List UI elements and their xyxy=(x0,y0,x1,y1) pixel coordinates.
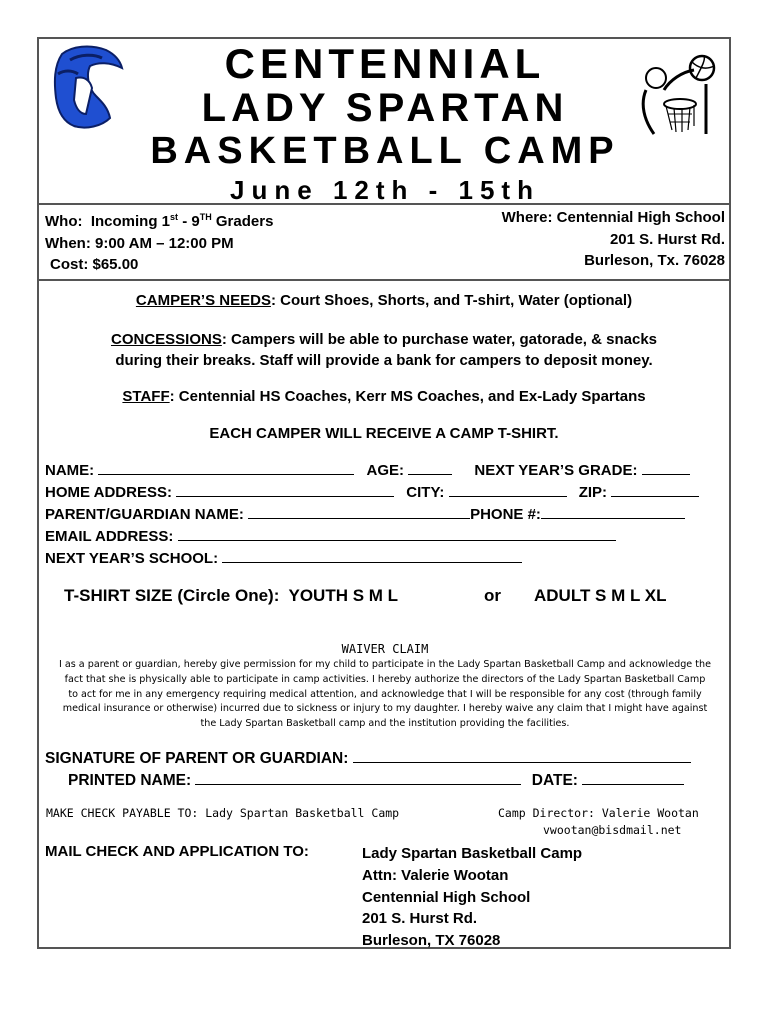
youth-sizes[interactable]: YOUTH S M L xyxy=(288,586,399,605)
city-field[interactable] xyxy=(449,482,567,497)
mail-label: MAIL CHECK AND APPLICATION TO: xyxy=(45,843,309,860)
title-line-1: CENTENNIAL xyxy=(224,40,546,87)
email-field[interactable] xyxy=(178,526,616,541)
camp-dates: June 12th - 15th xyxy=(230,175,540,205)
address-line-1: 201 S. Hurst Rd. xyxy=(609,230,725,248)
parent-row: PARENT/GUARDIAN NAME: PHONE #: xyxy=(45,504,685,523)
check-payable: MAKE CHECK PAYABLE TO: Lady Spartan Basketball Camp xyxy=(46,806,400,820)
signature-field[interactable] xyxy=(353,748,691,763)
printed-name-field[interactable] xyxy=(195,770,521,785)
title-line-2: LADY SPARTAN xyxy=(201,86,569,130)
date-field[interactable] xyxy=(582,770,684,785)
home-address-field[interactable] xyxy=(176,482,394,497)
address-line-2: Burleson, Tx. 76028 xyxy=(584,252,725,269)
director-email: vwootan@bisdmail.net xyxy=(543,823,682,837)
camp-info-left xyxy=(45,207,273,276)
zip-field[interactable] xyxy=(611,482,699,497)
camp-director: Camp Director: Valerie Wootan xyxy=(498,806,699,820)
title-line-3: BASKETBALL CAMP xyxy=(150,130,620,172)
name-field[interactable] xyxy=(98,460,354,475)
who-line: Who: Incoming 1st - 9TH Graders xyxy=(45,212,274,230)
printed-name-row: PRINTED NAME: DATE: xyxy=(68,770,684,790)
adult-sizes[interactable]: ADULT S M L XL xyxy=(534,586,667,605)
email-row: EMAIL ADDRESS: xyxy=(45,526,616,545)
signature-row: SIGNATURE OF PARENT OR GUARDIAN: xyxy=(45,748,691,768)
school-field[interactable] xyxy=(222,548,522,563)
camp-info-right xyxy=(502,207,725,272)
concessions: CONCESSIONS: Campers will be able to purchase water, gatorade, & snacks during their breaks. Staff will provide a bank for campers to deposit money. xyxy=(110,331,657,369)
parent-name-field[interactable] xyxy=(248,504,470,519)
cost-line: Cost: $65.00 xyxy=(50,256,139,273)
waiver-title: WAIVER CLAIM xyxy=(341,642,429,656)
grade-field[interactable] xyxy=(642,460,690,475)
where-line: Where: Centennial High School xyxy=(501,209,725,226)
age-field[interactable] xyxy=(408,460,452,475)
phone-field[interactable] xyxy=(541,504,685,519)
staff: STAFF: Centennial HS Coaches, Kerr MS Coaches, and Ex-Lady Spartans xyxy=(122,388,646,405)
waiver-text: I as a parent or guardian, hereby give permission for my child to participate in the Lady Spartan Basketball Camp and acknowledge the fact that she is physically able to participate in camp activities. I hereby authorize the directors of the Lady Spartan Basketball Camp to act for me in any emergency requiring medical attention, and acknowledge that I will be responsible for any cost (through family medical insurance or otherwise) incurred due to sickness or injury to my daughter. I hereby waive any claim that I might have against the Lady Spartan Basketball camp and the institution providing the facilities. xyxy=(59,659,711,730)
school-row: NEXT YEAR’S SCHOOL: xyxy=(45,548,522,567)
tshirt-note: EACH CAMPER WILL RECEIVE A CAMP T-SHIRT. xyxy=(209,425,559,442)
tshirt-or: or xyxy=(484,586,501,605)
mail-address: Lady Spartan Basketball Camp Attn: Valerie Wootan Centennial High School 201 S. Hurst Rd. Burleson, TX 76028 xyxy=(362,845,583,950)
campers-needs: CAMPER’S NEEDS: Court Shoes, Shorts, and T-shirt, Water (optional) xyxy=(135,292,633,309)
tshirt-size-label: T-SHIRT SIZE (Circle One): YOUTH S M L xyxy=(64,586,399,605)
when-line: When: 9:00 AM – 12:00 PM xyxy=(45,234,234,252)
name-row: NAME: AGE: NEXT YEAR’S GRADE: xyxy=(45,460,690,479)
home-row: HOME ADDRESS: CITY: ZIP: xyxy=(45,482,699,501)
